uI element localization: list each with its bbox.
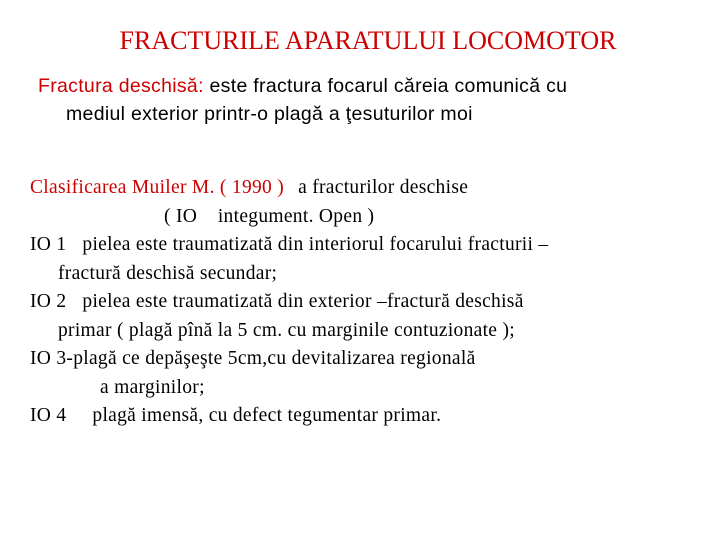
list-item-io2-continuation: primar ( plagă pînă la 5 cm. cu marginile contuzionate ); <box>58 319 515 341</box>
io-code: IO 3 <box>30 348 67 369</box>
io-text: -plagă ce depăşeşte 5cm,cu devitalizarea regională <box>66 348 476 369</box>
io-text: plagă imensă, cu defect tegumentar primar. <box>92 405 442 426</box>
slide-title: FRACTURILE APARATULUI LOCOMOTOR <box>119 26 617 55</box>
definition-block <box>38 72 698 128</box>
io-code: IO 1 <box>30 234 67 255</box>
definition-term: Fractura deschisă: <box>38 75 204 97</box>
io-code: IO 4 <box>30 405 67 426</box>
list-item-io3-continuation: a marginilor; <box>100 376 205 398</box>
io-text: pielea este traumatizată din exterior –fractură deschisă <box>82 291 524 312</box>
list-item-io4 <box>30 402 710 431</box>
classification-block <box>30 174 710 431</box>
classification-heading-rest: a fracturilor deschise <box>298 177 469 198</box>
io-code: IO 2 <box>30 291 67 312</box>
list-item-io1 <box>30 231 710 260</box>
classification-heading-title: Clasificarea Muiler M. ( 1990 ) <box>30 177 285 198</box>
io-definition: ( IO integument. Open ) <box>164 205 375 227</box>
list-item-io1-continuation: fractură deschisă secundar; <box>58 262 278 284</box>
io-text: pielea este traumatizată din interiorul focarului fracturii – <box>82 234 549 255</box>
definition-text-line2: mediul exterior printr-o plagă a ţesuturilor moi <box>66 103 473 125</box>
classification-heading <box>30 174 710 203</box>
list-item-io2 <box>30 288 710 317</box>
list-item-io3 <box>30 345 710 374</box>
definition-text-line1: este fractura focarul căreia comunică cu <box>209 75 568 97</box>
